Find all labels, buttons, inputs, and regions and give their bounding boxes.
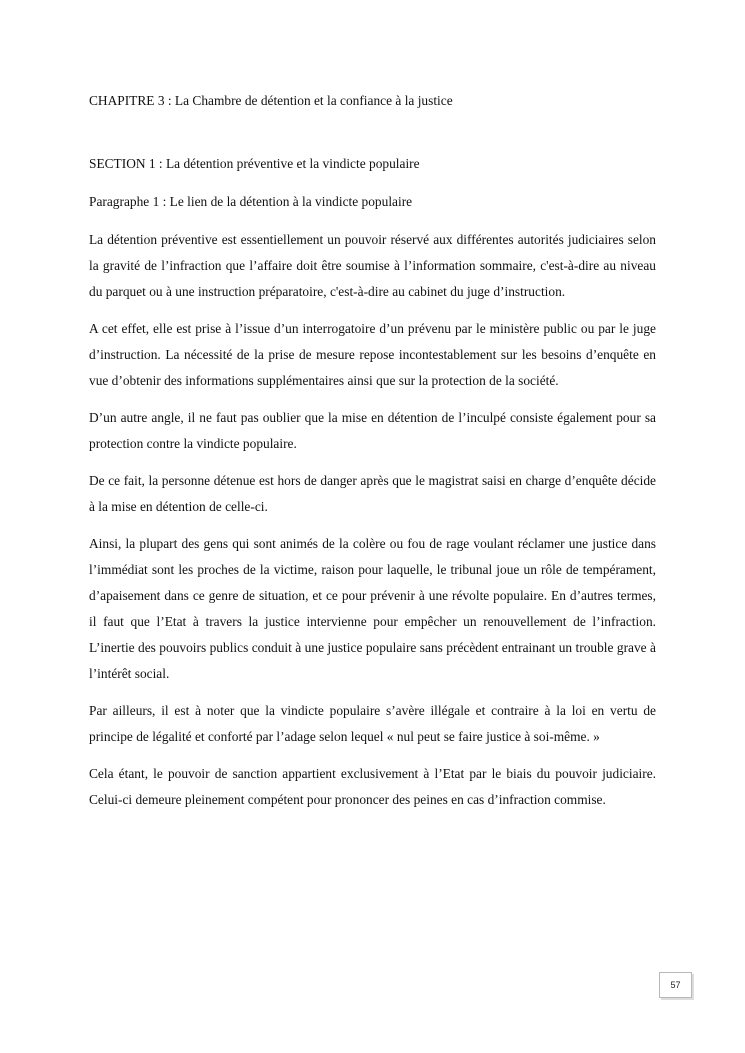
body-paragraph: Par ailleurs, il est à noter que la vindicte populaire s’avère illégale et contraire à la loi en vertu de principe de légalité et conforté par l’adage selon lequel « nul peut se faire justice à soi-même. » — [89, 703, 656, 744]
body-paragraph: D’un autre angle, il ne faut pas oublier que la mise en détention de l’inculpé consiste également pour sa protection contre la vindicte populaire. — [89, 410, 656, 451]
body-paragraph: De ce fait, la personne détenue est hors de danger après que le magistrat saisi en charge d’enquête décide à la mise en détention de celle-ci. — [89, 473, 656, 514]
body-paragraph: Ainsi, la plupart des gens qui sont animés de la colère ou fou de rage voulant réclamer une justice dans l’immédiat sont les proches de la victime, raison pour laquelle, le tribunal joue un rôle de tempérament, d’apaisement dans ce genre de situation, et ce pour prévenir à une révolte populaire. En d’autres termes, il faut que l’Etat à travers la justice intervienne pour empêcher un renouvellement de l’infraction. L’inertie des pouvoirs publics conduit à une justice populaire sans précèdent entrainant un trouble grave à l’intérêt social. — [89, 536, 656, 681]
page-content — [89, 88, 656, 824]
body-paragraph: Cela étant, le pouvoir de sanction appartient exclusivement à l’Etat par le biais du pouvoir judiciaire. Celui-ci demeure pleinement compétent pour prononcer des peines en cas d’infraction commise. — [89, 766, 656, 807]
body-paragraph: La détention préventive est essentiellement un pouvoir réservé aux différentes autorités judiciaires selon la gravité de l’infraction que l’affaire doit être soumise à l’information sommaire, c'est-à-dire au niveau du parquet ou à une instruction préparatoire, c'est-à-dire au cabinet du juge d’instruction. — [89, 232, 656, 299]
page-number: 57 — [659, 972, 692, 998]
body-paragraph: A cet effet, elle est prise à l’issue d’un interrogatoire d’un prévenu par le ministère public ou par le juge d’instruction. La nécessité de la prise de mesure repose incontestablement sur les besoins d’enquête en vue d’obtenir des informations supplémentaires ainsi que sur la protection de la société. — [89, 321, 656, 388]
section-title: SECTION 1 : La détention préventive et la vindicte populaire — [89, 156, 420, 171]
paragraph-title: Paragraphe 1 : Le lien de la détention à la vindicte populaire — [89, 194, 413, 209]
chapter-title: CHAPITRE 3 : La Chambre de détention et la confiance à la justice — [89, 93, 453, 108]
